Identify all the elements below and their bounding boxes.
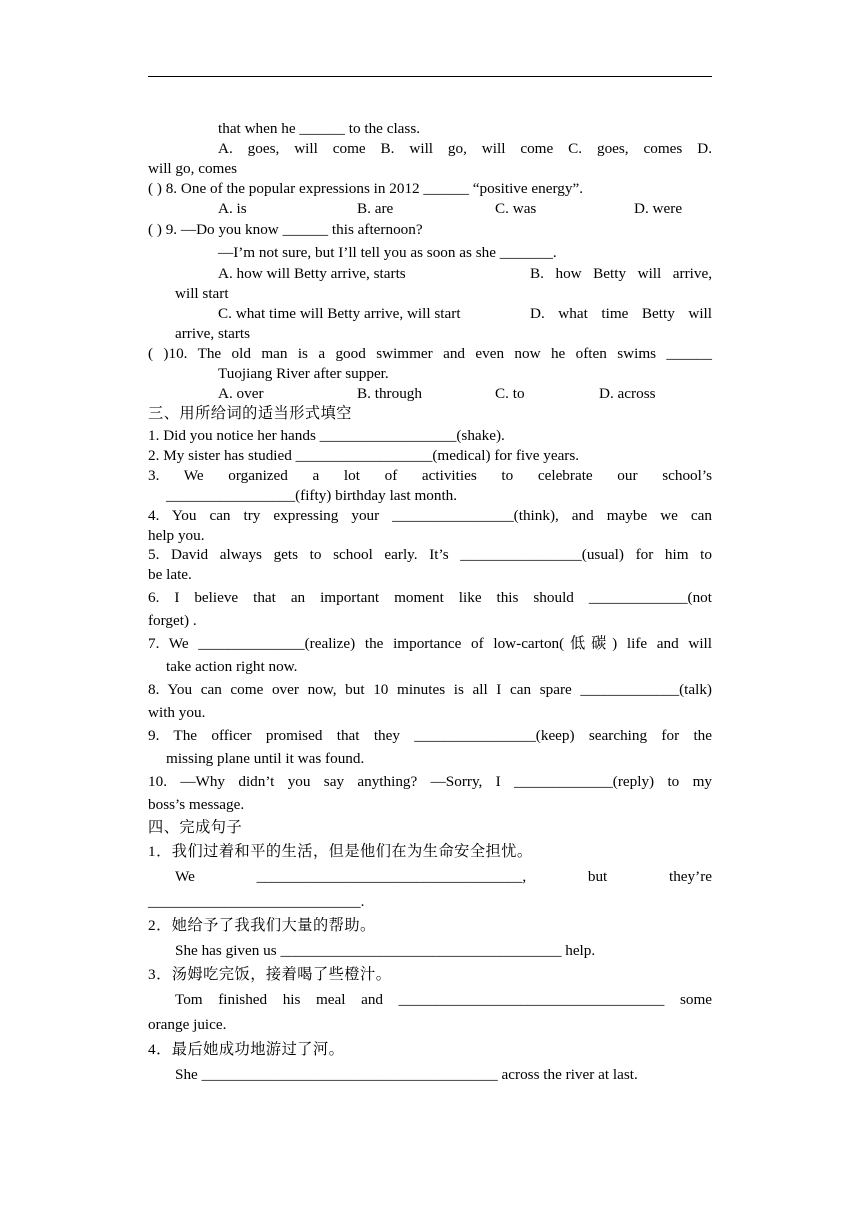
q10-option-a: A. over — [218, 385, 264, 402]
q8-option-b: B. are — [357, 200, 394, 217]
q7-options: A. goes, will come B. will go, will come C. goes, comes D. — [218, 140, 712, 157]
s3-item-8: 8. You can come over now, but 10 minutes is all I can spare _____________(talk) — [148, 681, 712, 698]
s3-item-4-continuation: help you. — [148, 527, 205, 544]
s3-item-4: 4. You can try expressing your ________________(think), and maybe we can — [148, 507, 712, 524]
q10-option-d: D. across — [599, 385, 656, 402]
section-4-title: 四、完成句子 — [148, 819, 243, 836]
s3-item-1: 1. Did you notice her hands __________________(shake). — [148, 427, 505, 444]
section-3-title: 三、用所给词的适当形式填空 — [148, 405, 352, 422]
s4-item-3-chinese: 3．汤姆吃完饭，接着喝了些橙汁。 — [148, 966, 392, 983]
q9-option-d-continuation: arrive, starts — [175, 325, 251, 342]
s3-item-5: 5. David always gets to school early. It’s ________________(usual) for him to — [148, 546, 712, 563]
q9-option-c: C. what time will Betty arrive, will start — [218, 305, 461, 322]
q9-option-b-continuation: will start — [175, 285, 229, 302]
s4-item-3-english: Tom finished his meal and ___________________________________ some — [175, 991, 712, 1008]
s4-item-2-english: She has given us _____________________________________ help. — [175, 942, 596, 959]
q10-stem: ( )10. The old man is a good swimmer and even now he often swims ______ — [148, 345, 712, 362]
s4-item-4-english: She _______________________________________ across the river at last. — [175, 1066, 638, 1083]
q9-option-d: D. what time Betty will — [530, 305, 712, 322]
s3-item-8-continuation: with you. — [148, 704, 206, 721]
q9-stem: ( ) 9. —Do you know ______ this afternoon? — [148, 221, 423, 238]
q10-stem-continuation: Tuojiang River after supper. — [218, 365, 389, 382]
q9-option-b: B. how Betty will arrive, — [530, 265, 712, 282]
q10-option-b: B. through — [357, 385, 422, 402]
s3-item-10: 10. —Why didn’t you say anything? —Sorry, I _____________(reply) to my — [148, 773, 712, 790]
s3-item-3-continuation: _________________(fifty) birthday last month. — [166, 487, 458, 504]
s3-item-9-continuation: missing plane until it was found. — [166, 750, 365, 767]
s4-item-1-chinese: 1．我们过着和平的生活，但是他们在为生命安全担忧。 — [148, 843, 533, 860]
q8-option-a: A. is — [218, 200, 247, 217]
s4-item-3-english-continuation: orange juice. — [148, 1016, 227, 1033]
q10-option-c: C. to — [495, 385, 525, 402]
q8-stem: ( ) 8. One of the popular expressions in 2012 ______ “positive energy”. — [148, 180, 584, 197]
s3-item-7-continuation: take action right now. — [166, 658, 298, 675]
q8-option-c: C. was — [495, 200, 537, 217]
s4-item-2-chinese: 2．她给予了我我们大量的帮助。 — [148, 917, 376, 934]
q9-option-a: A. how will Betty arrive, starts — [218, 265, 406, 282]
s3-item-3: 3. We organized a lot of activities to celebrate our school’s — [148, 467, 712, 484]
s4-item-1-english: We ___________________________________, but they’re — [175, 868, 712, 885]
q7-options-continuation: will go, comes — [148, 160, 238, 177]
s3-item-6: 6. I believe that an important moment like this should _____________(not — [148, 589, 712, 606]
s3-item-10-continuation: boss’s message. — [148, 796, 245, 813]
s3-item-5-continuation: be late. — [148, 566, 192, 583]
header-rule — [148, 76, 712, 77]
s3-item-2: 2. My sister has studied __________________(medical) for five years. — [148, 447, 580, 464]
s3-item-7: 7. We ______________(realize) the importance of low-carton(低碳) life and will — [148, 635, 712, 652]
s3-item-9: 9. The officer promised that they ________________(keep) searching for the — [148, 727, 712, 744]
s4-item-4-chinese: 4．最后她成功地游过了河。 — [148, 1041, 345, 1058]
q7-stem-continuation: that when he ______ to the class. — [218, 120, 421, 137]
q8-option-d: D. were — [634, 200, 683, 217]
q9-reply: —I’m not sure, but I’ll tell you as soon as she _______. — [218, 244, 557, 261]
s3-item-6-continuation: forget) . — [148, 612, 197, 629]
s4-item-1-english-continuation: ____________________________. — [148, 893, 365, 910]
